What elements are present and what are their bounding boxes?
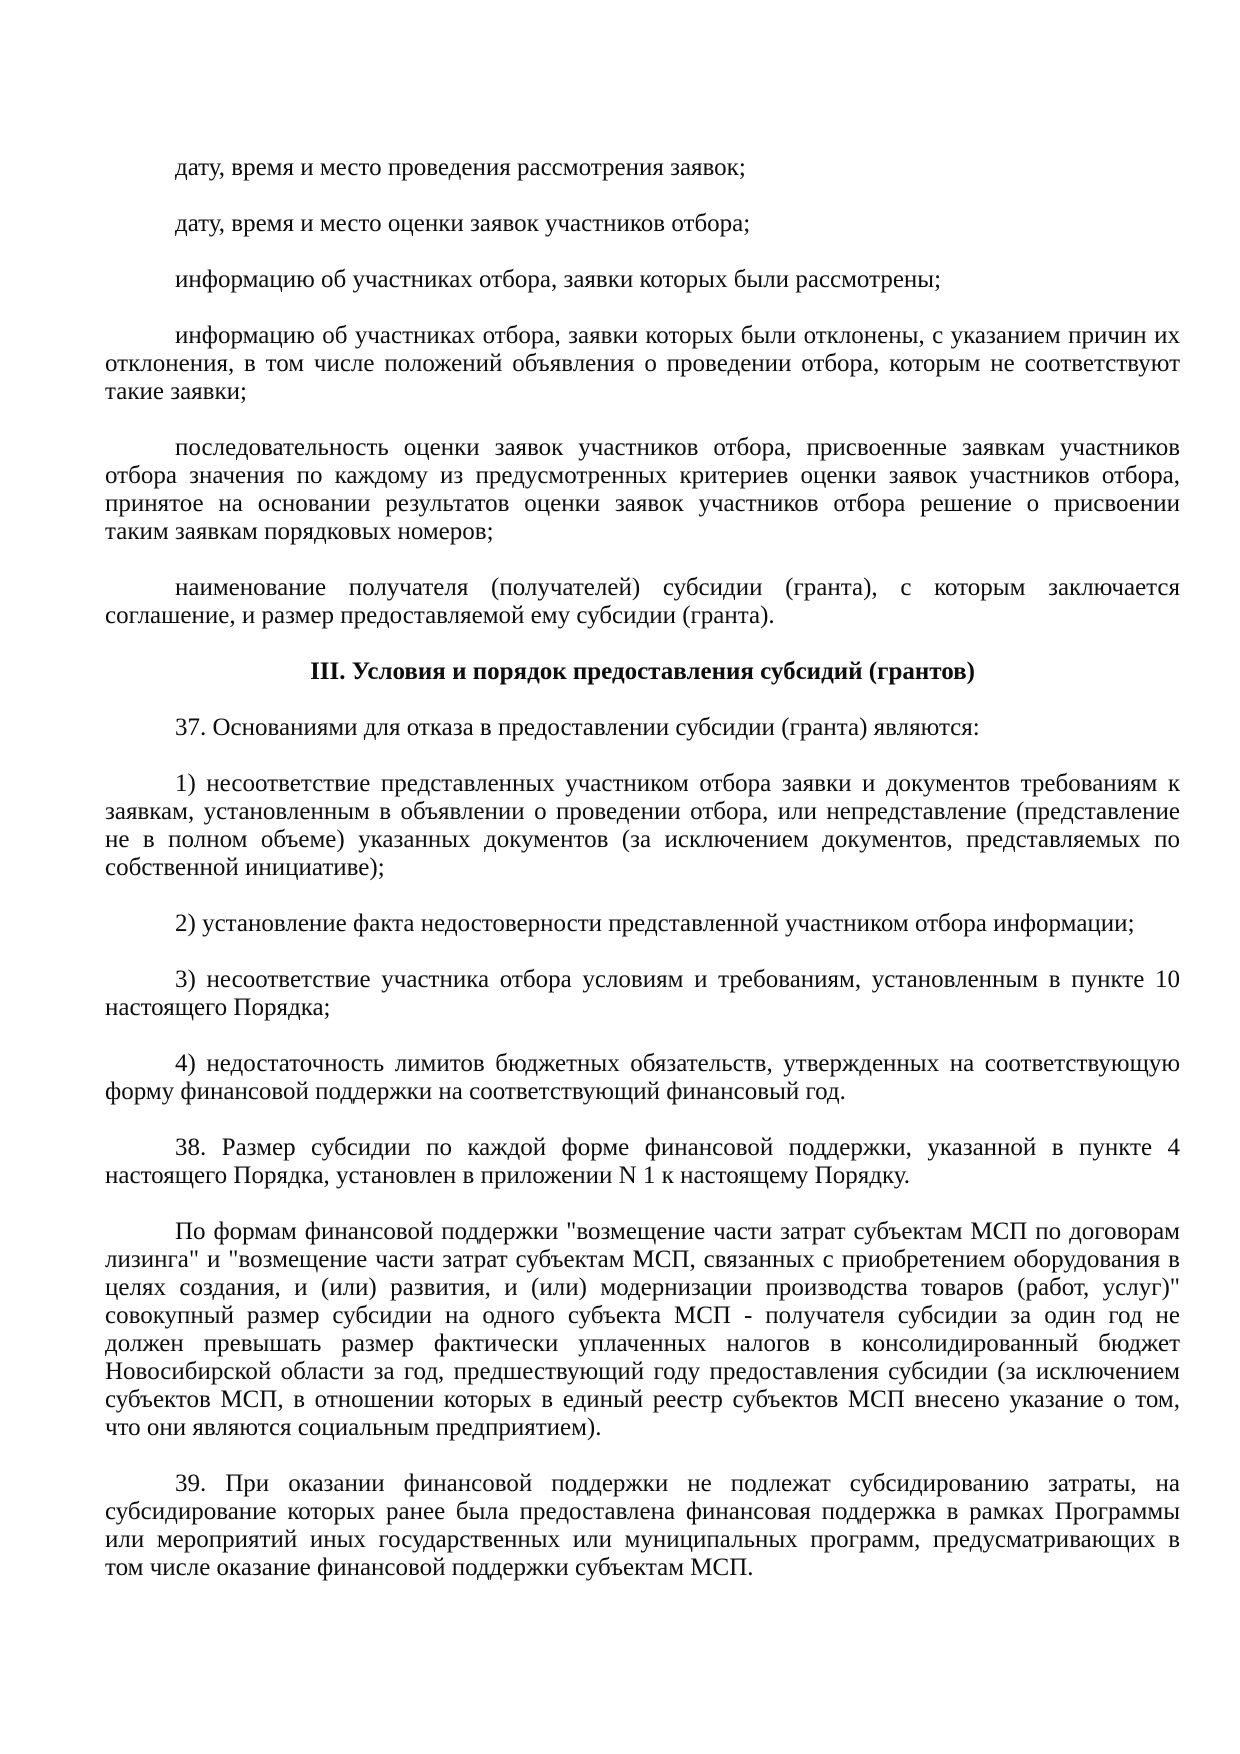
text-line: информацию об участниках отбора, заявки которых были отклонены, с указанием причин их (175, 322, 1180, 349)
section-heading-line: III. Условия и порядок предоставления субсидий (грантов) (310, 658, 975, 685)
text-line: 37. Основаниями для отказа в предоставлении субсидии (гранта) являются: (175, 714, 980, 741)
paragraph (105, 1134, 1180, 1190)
text-line: должен превышать размер фактически уплаченных налогов в консолидированный бюджет (105, 1330, 1180, 1357)
text-line: соглашение, и размер предоставляемой ему субсидии (гранта). (105, 602, 775, 629)
text-line: форму финансовой поддержки на соответствующий финансовый год. (105, 1078, 846, 1105)
text-line: собственной инициативе); (105, 854, 385, 881)
paragraph (105, 1470, 1180, 1582)
paragraph (105, 574, 1180, 630)
text-line: информацию об участниках отбора, заявки которых были рассмотрены; (175, 266, 942, 293)
paragraph (105, 714, 1180, 742)
text-line: По формам финансовой поддержки "возмещение части затрат субъектам МСП по договорам (175, 1218, 1180, 1245)
text-line: принятое на основании результатов оценки заявок участников отбора решение о присвоении (105, 490, 1180, 517)
paragraph (105, 322, 1180, 406)
paragraph (105, 966, 1180, 1022)
paragraph (105, 210, 1180, 238)
paragraph (105, 910, 1180, 938)
text-line: таким заявкам порядковых номеров; (105, 518, 494, 545)
text-line: не в полном объеме) указанных документов (за исключением документов, представляемых по (105, 826, 1180, 853)
text-line: настоящего Порядка; (105, 994, 331, 1021)
text-line: том числе оказание финансовой поддержки субъектам МСП. (105, 1554, 754, 1581)
text-line: 2) установление факта недостоверности представленной участником отбора информации; (175, 910, 1135, 937)
text-line: совокупный размер субсидии на одного субъекта МСП - получателя субсидии за один год не (105, 1302, 1180, 1329)
paragraph (105, 1218, 1180, 1442)
section-heading (105, 658, 1180, 686)
paragraph (105, 434, 1180, 546)
paragraph (105, 770, 1180, 882)
text-line: или мероприятий иных государственных или муниципальных программ, предусматривающих в (105, 1526, 1180, 1553)
text-line: целях создания, и (или) развития, и (или) модернизации производства товаров (работ, услуг)" (105, 1274, 1180, 1301)
text-line: дату, время и место проведения рассмотрения заявок; (175, 154, 746, 181)
text-line: субсидирование которых ранее была предоставлена финансовая поддержка в рамках Программы (105, 1498, 1180, 1525)
paragraph (105, 266, 1180, 294)
text-line: отбора значения по каждому из предусмотренных критериев оценки заявок участников отбора, (105, 462, 1180, 489)
paragraph (105, 154, 1180, 182)
text-line: дату, время и место оценки заявок участников отбора; (175, 210, 751, 237)
text-line: настоящего Порядка, установлен в приложении N 1 к настоящему Порядку. (105, 1162, 910, 1189)
text-line: 39. При оказании финансовой поддержки не подлежат субсидированию затраты, на (175, 1470, 1180, 1497)
text-line: что они являются социальным предприятием). (105, 1414, 602, 1441)
text-line: субъектов МСП, в отношении которых в единый реестр субъектов МСП внесено указание о том, (105, 1386, 1180, 1413)
text-line: заявкам, установленным в объявлении о проведении отбора, или непредставление (представление (105, 798, 1180, 825)
text-line: 1) несоответствие представленных участником отбора заявки и документов требованиям к (175, 770, 1180, 797)
text-line: 38. Размер субсидии по каждой форме финансовой поддержки, указанной в пункте 4 (175, 1134, 1180, 1161)
text-line: такие заявки; (105, 378, 247, 405)
text-line: 3) несоответствие участника отбора условиям и требованиям, установленным в пункте 10 (175, 966, 1180, 993)
text-line: Новосибирской области за год, предшествующий году предоставления субсидии (за исключением (105, 1358, 1180, 1385)
text-line: последовательность оценки заявок участников отбора, присвоенные заявкам участников (175, 434, 1180, 461)
text-line: лизинга" и "возмещение части затрат субъектам МСП, связанных с приобретением оборудования в (105, 1246, 1180, 1273)
text-line: наименование получателя (получателей) субсидии (гранта), с которым заключается (175, 574, 1180, 601)
document-text-block (105, 154, 1180, 1610)
paragraph (105, 1050, 1180, 1106)
text-line: отклонения, в том числе положений объявления о проведении отбора, которым не соответствуют (105, 350, 1180, 377)
text-line: 4) недостаточность лимитов бюджетных обязательств, утвержденных на соответствующую (175, 1050, 1180, 1077)
